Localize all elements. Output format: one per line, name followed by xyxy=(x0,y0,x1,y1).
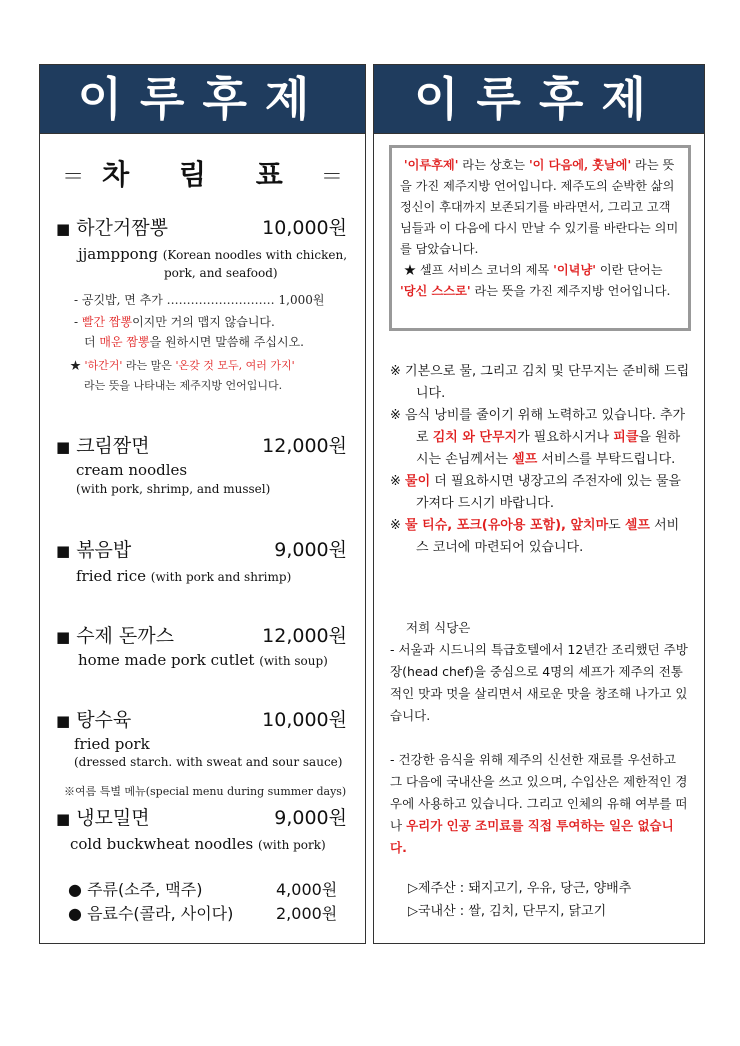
square-bullet-icon: ■ xyxy=(56,712,71,730)
square-bullet-icon: ■ xyxy=(56,438,71,456)
name-meaning-text: '이루후제' 라는 상호는 '이 다음에, 훗날에' 라는 뜻을 가진 제주지방 언어입니다. 제주도의 순박한 삶의 정신이 후대까지 보존되기를 바라면서, 그리고 고객님들과 이 다음에 다시 만날 수 있기를 바란다는 의미를 담았습니다. xyxy=(400,158,679,256)
note-basic: ※ 기본으로 물, 그리고 김치 및 단무지는 준비해 드립니다. xyxy=(390,364,690,401)
note-water: ※ 물이 더 필요하시면 냉장고의 주전자에 있는 물을 가져다 드시기 바랍니다. xyxy=(390,474,681,511)
square-bullet-icon: ■ xyxy=(56,810,71,828)
title-deco-right: ＝ xyxy=(320,165,343,190)
menu-item-english: jjamppong (Korean noodles with chicken, xyxy=(78,245,348,263)
origin-jeju: ▷제주산 : 돼지고기, 우유, 당근, 양배추 xyxy=(408,881,632,896)
menu-item-name: ■ 볶음밥 xyxy=(56,539,132,561)
circle-bullet-icon: ● xyxy=(68,880,82,899)
menu-item-english: fried rice (with pork and shrimp) xyxy=(76,567,292,585)
self-corner-meaning: ★ 셀프 서비스 코너의 제목 '이녁냥' 이란 단어는 '당신 스스로' 라는 뜻을 가진 제주지방 언어입니다. xyxy=(400,263,671,298)
chart-title-text: 차 림 표 xyxy=(102,158,303,191)
square-bullet-icon: ■ xyxy=(56,542,71,560)
extra-note: - 공깃밥, 면 추가 ……………………… 1,000원 xyxy=(74,293,325,307)
menu-item-english: fried pork xyxy=(74,735,150,753)
spicy-request-note: 더 매운 짬뽕을 원하시면 말씀해 주십시오. xyxy=(84,335,304,349)
menu-item-english-note: (dressed starch. with sweat and sour sauce) xyxy=(74,755,343,769)
name-meaning-note: ★ '하간거' 라는 말은 '온갖 것 모두, 여러 가지' xyxy=(70,359,295,372)
menu-item-name: ■ 수제 돈까스 xyxy=(56,625,174,647)
note-self-service: ※ 물 티슈, 포크(유아용 포함), 앞치마도 셀프 서비스 코너에 마련되어 있습니다. xyxy=(390,518,680,555)
menu-item-english: cream noodles xyxy=(76,461,188,479)
square-bullet-icon: ■ xyxy=(56,628,71,646)
restaurant-banner: 이루후제 xyxy=(374,65,704,134)
menu-panel xyxy=(39,64,366,944)
menu-item-price: 9,000원 xyxy=(274,807,347,829)
origin-domestic: ▷국내산 : 쌀, 김치, 단무지, 닭고기 xyxy=(408,904,607,919)
menu-item-price: 9,000원 xyxy=(274,539,347,561)
drink-item: ● 주류(소주, 맥주) xyxy=(68,880,203,899)
menu-item-name: ■ 탕수육 xyxy=(56,709,132,731)
name-meaning-note-2: 라는 뜻을 나타내는 제주지방 언어입니다. xyxy=(84,379,283,392)
about-section xyxy=(390,617,690,859)
menu-item-name: ■ 크림짬면 xyxy=(56,435,150,457)
menu-item-name: ■ 하간거짬뽕 xyxy=(56,217,168,239)
service-notes xyxy=(390,361,690,559)
about-chef: - 서울과 시드니의 특급호텔에서 12년간 조리했던 주방장(head chef)을 중심으로 4명의 셰프가 제주의 전통적인 맛과 멋을 살리면서 새로운 맛을 창조해 나가고 있습니다. xyxy=(390,642,688,723)
chart-title xyxy=(40,153,365,193)
title-deco-left: ＝ xyxy=(62,165,85,190)
menu-item-english: home made pork cutlet (with soup) xyxy=(78,651,328,669)
star-icon: ★ xyxy=(70,359,85,372)
menu-item-english: cold buckwheat noodles (with pork) xyxy=(70,835,326,853)
menu-item-english-note: (with pork, shrimp, and mussel) xyxy=(76,482,271,496)
menu-item-price: 12,000원 xyxy=(262,625,347,647)
spicy-note: - 빨간 짬뽕이지만 거의 맵지 않습니다. xyxy=(74,315,275,329)
menu-item-price: 10,000원 xyxy=(262,217,347,239)
square-bullet-icon: ■ xyxy=(56,220,71,238)
about-heading: 저희 식당은 xyxy=(406,620,471,635)
info-panel xyxy=(373,64,705,944)
name-meaning-box xyxy=(389,145,691,331)
drink-item: ● 음료수(콜라, 사이다) xyxy=(68,904,234,923)
circle-bullet-icon: ● xyxy=(68,904,82,923)
note-waste: ※ 음식 낭비를 줄이기 위해 노력하고 있습니다. 추가로 김치 와 단무지가 필요하시거나 피클을 원하시는 손님께서는 셀프 서비스를 부탁드립니다. xyxy=(390,408,686,467)
drink-price: 4,000원 xyxy=(276,880,338,899)
menu-item-english-note: pork, and seafood) xyxy=(164,266,278,280)
menu-item-name: ■ 냉모밀면 xyxy=(56,807,150,829)
summer-special-label: ※여름 특별 메뉴(special menu during summer days) xyxy=(64,785,347,798)
restaurant-banner: 이루후제 xyxy=(40,65,365,134)
about-ingredients: - 건강한 음식을 위해 제주의 신선한 재료를 우선하고 그 다음에 국내산을 쓰고 있으며, 수입산은 제한적인 경우에 사용하고 있습니다. 그리고 인체의 유해 여부를 떠나 우리가 인공 조미료를 직접 투여하는 일은 없습니다. xyxy=(390,752,688,855)
menu-item-price: 12,000원 xyxy=(262,435,347,457)
drink-price: 2,000원 xyxy=(276,904,338,923)
menu-item-price: 10,000원 xyxy=(262,709,347,731)
origin-list xyxy=(408,877,631,923)
